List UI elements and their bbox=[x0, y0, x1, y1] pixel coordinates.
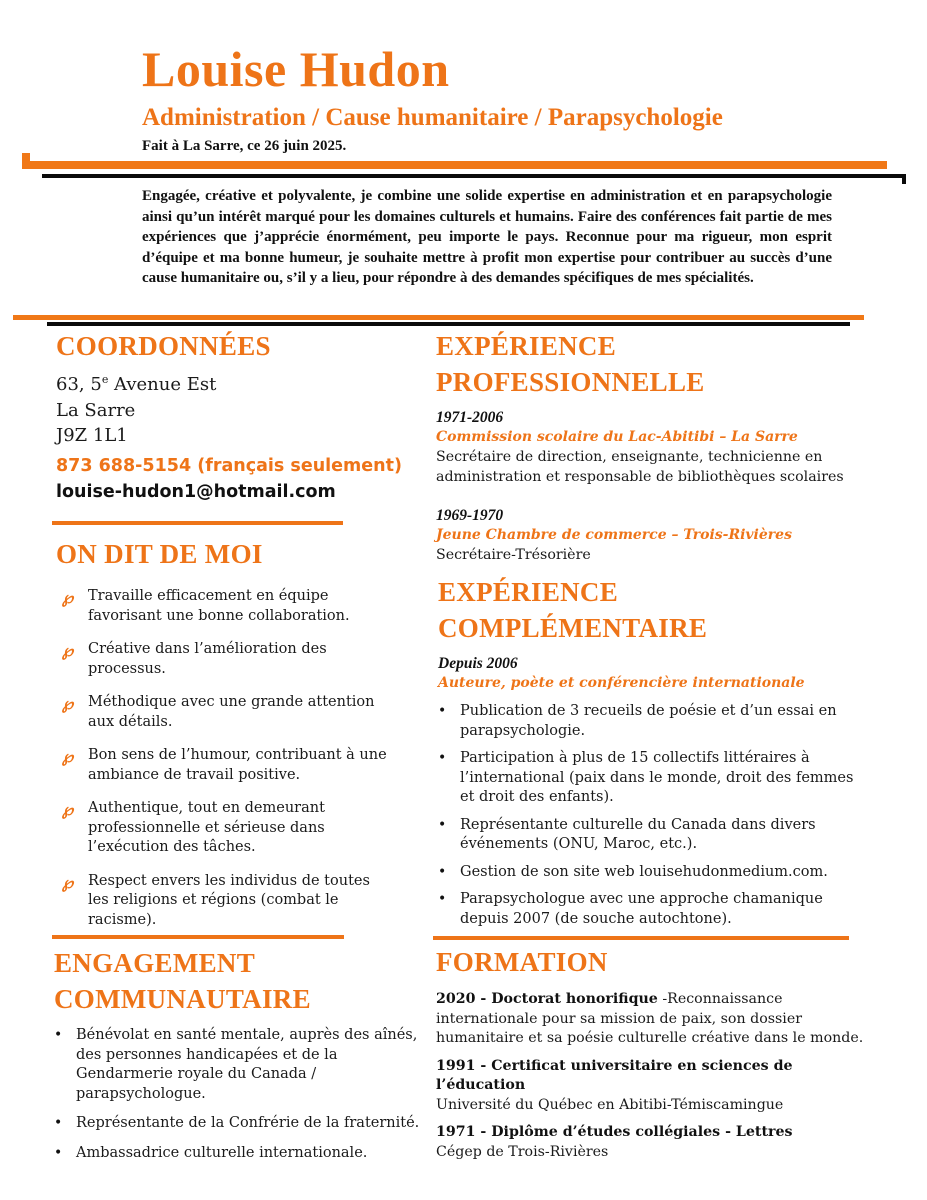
engagement-item-text: Représentante de la Confrérie de la fraternité. bbox=[76, 1115, 420, 1131]
comp-item bbox=[436, 816, 866, 855]
formation-title: 1971 - Diplôme d’études collégiales - Lettres bbox=[436, 1124, 793, 1140]
formation-item bbox=[436, 990, 886, 1049]
address-postal-code: J9Z 1L1 bbox=[56, 425, 128, 446]
bullet-icon: • bbox=[54, 1144, 63, 1161]
orange-divider-top bbox=[22, 161, 887, 169]
job-organization: Commission scolaire du Lac-Abitibi – La Sarre bbox=[436, 429, 798, 445]
address-street-name: Avenue Est bbox=[108, 374, 217, 395]
job-description: Secrétaire-Trésorière bbox=[436, 547, 591, 563]
email-link[interactable]: louise-hudon1@hotmail.com bbox=[56, 482, 336, 502]
engagement-item bbox=[52, 1144, 422, 1164]
job-dates: 1969-1970 bbox=[436, 507, 504, 524]
comp-item-text: Publication de 3 recueils de poésie et d’un essai en parapsychologie. bbox=[460, 703, 837, 739]
says-item bbox=[62, 746, 392, 785]
bullet-icon: • bbox=[438, 703, 447, 719]
says-item-text: Respect envers les individus de toutes les religions et régions (combat le racisme). bbox=[88, 872, 370, 928]
profile-summary: Engagée, créative et polyvalente, je combine une solide expertise en administration et en parapsychologie ainsi qu’un intérêt marqué pour les domaines culturels et humains. Faire des conférences fait partie de mes expériences que j’apprécie énormément, peu importe le pays. Reconnue pour ma rigueur, mon esprit d’équipe et ma bonne humeur, je souhaite mettre à profit mon expertise pour contribuer au succès d’une cause humanitaire ou, s’il y a lieu, pour répondre à des demandes spécifiques de mes spécialités. bbox=[142, 188, 832, 286]
says-item-text: Créative dans l’amélioration des processus. bbox=[88, 641, 327, 677]
job-dates: 1971-2006 bbox=[436, 409, 504, 426]
bullet-icon: • bbox=[438, 891, 447, 907]
engagement-item-text: Bénévolat en santé mentale, auprès des aînés, des personnes handicapées et de la Gendarmerie royale du Canada / parapsychologue. bbox=[76, 1027, 418, 1102]
says-item-text: Méthodique avec une grande attention aux détails. bbox=[88, 694, 375, 730]
says-item bbox=[62, 693, 392, 732]
comp-item-text: Gestion de son site web louisehudonmedium.com. bbox=[460, 863, 828, 880]
address-city: La Sarre bbox=[56, 399, 136, 421]
says-item-text: Travaille efficacement en équipe favorisant une bonne collaboration. bbox=[88, 588, 350, 624]
heading-line-2: COMMUNAUTAIRE bbox=[54, 984, 311, 1014]
orange-divider-experience bbox=[433, 936, 849, 940]
comp-item-text: Représentante culturelle du Canada dans divers événements (ONU, Maroc, etc.). bbox=[460, 816, 816, 852]
heading-line-2: PROFESSIONNELLE bbox=[436, 367, 705, 397]
bullet-icon: • bbox=[438, 750, 447, 766]
heading-line-2: COMPLÉMENTAIRE bbox=[438, 613, 708, 643]
job-entry bbox=[436, 506, 876, 565]
ornament-icon: ℘ bbox=[62, 872, 74, 892]
black-bar-tick bbox=[902, 174, 906, 184]
ornament-icon: ℘ bbox=[62, 800, 74, 819]
engagement-item bbox=[52, 1026, 422, 1104]
comp-item bbox=[436, 863, 866, 883]
formation-detail: Université du Québec en Abitibi-Témiscamingue bbox=[436, 1096, 784, 1113]
ornament-icon: ℘ bbox=[62, 641, 74, 660]
candidate-subtitle: Administration / Cause humanitaire / Parapsychologie bbox=[142, 104, 723, 131]
bullet-icon: • bbox=[54, 1027, 63, 1043]
comp-dates: Depuis 2006 bbox=[438, 655, 518, 672]
orange-divider-says bbox=[52, 935, 344, 939]
engagement-item bbox=[52, 1114, 422, 1134]
says-list bbox=[62, 587, 392, 944]
job-organization: Jeune Chambre de commerce – Trois-Rivières bbox=[436, 527, 792, 543]
heading-line-1: ENGAGEMENT bbox=[54, 948, 256, 978]
says-item bbox=[62, 587, 392, 626]
section-heading-contact: COORDONNÉES bbox=[56, 331, 271, 361]
section-heading-formation: FORMATION bbox=[436, 947, 608, 977]
comp-role: Auteure, poète et conférencière internationale bbox=[438, 675, 805, 691]
heading-line-1: EXPÉRIENCE bbox=[438, 577, 619, 607]
job-description: Secrétaire de direction, enseignante, technicienne en administration et responsable de bibliothèques scolaires bbox=[436, 449, 844, 485]
comp-item-text: Participation à plus de 15 collectifs littéraires à l’international (paix dans le monde, droit des femmes et droit des enfants). bbox=[460, 750, 854, 805]
orange-divider-mid bbox=[13, 315, 864, 320]
bullet-icon: • bbox=[438, 863, 447, 880]
section-heading-experience-comp bbox=[438, 574, 707, 646]
formation-item bbox=[436, 1057, 886, 1116]
formation-list bbox=[436, 990, 886, 1170]
section-heading-engagement bbox=[54, 945, 311, 1017]
address-superscript: e bbox=[101, 373, 109, 386]
ornament-icon: ℘ bbox=[62, 747, 74, 766]
phone-number[interactable]: 873 688-5154 (français seulement) bbox=[56, 456, 402, 476]
candidate-name: Louise Hudon bbox=[142, 41, 450, 97]
says-item-text: Bon sens de l’humour, contribuant à une ambiance de travail positive. bbox=[88, 747, 387, 783]
section-heading-says: ON DIT DE MOI bbox=[56, 539, 263, 569]
says-item-text: Authentique, tout en demeurant professionnelle et sérieuse dans l’exécution des tâches. bbox=[88, 800, 325, 855]
says-item bbox=[62, 799, 392, 858]
comp-item bbox=[436, 890, 866, 929]
orange-divider-contact bbox=[52, 521, 343, 525]
address-number: 63, 5 bbox=[56, 374, 102, 395]
job-entry bbox=[436, 408, 876, 487]
bullet-icon: • bbox=[54, 1115, 63, 1131]
formation-item bbox=[436, 1123, 886, 1162]
section-heading-experience-pro bbox=[436, 328, 705, 400]
comp-entry bbox=[438, 654, 878, 693]
formation-title: 2020 - Doctorat honorifique bbox=[436, 991, 658, 1007]
comp-item-text: Parapsychologue avec une approche chamanique depuis 2007 (de souche autochtone). bbox=[460, 891, 823, 927]
formation-title: 1991 - Certificat universitaire en sciences de l’éducation bbox=[436, 1057, 793, 1093]
address-street bbox=[56, 372, 216, 398]
comp-item bbox=[436, 749, 866, 808]
comp-item bbox=[436, 702, 866, 741]
formation-detail: Cégep de Trois-Rivières bbox=[436, 1143, 609, 1160]
comp-list bbox=[436, 702, 866, 937]
engagement-list bbox=[52, 1026, 422, 1173]
engagement-item-text: Ambassadrice culturelle internationale. bbox=[76, 1144, 368, 1161]
ornament-icon: ℘ bbox=[62, 588, 74, 607]
bullet-icon: • bbox=[438, 816, 447, 833]
heading-line-1: EXPÉRIENCE bbox=[436, 331, 617, 361]
made-at-date: Fait à La Sarre, ce 26 juin 2025. bbox=[142, 138, 347, 154]
formation-detail: -Reconnaissance internationale pour sa mission de paix, son dossier humanitaire et sa poésie culturelle créative dans le monde. bbox=[436, 991, 864, 1046]
black-divider-mid bbox=[47, 322, 850, 326]
says-item bbox=[62, 640, 392, 679]
black-divider-top bbox=[42, 174, 906, 178]
ornament-icon: ℘ bbox=[62, 694, 74, 713]
says-item bbox=[62, 872, 392, 931]
contact-address bbox=[56, 372, 216, 449]
